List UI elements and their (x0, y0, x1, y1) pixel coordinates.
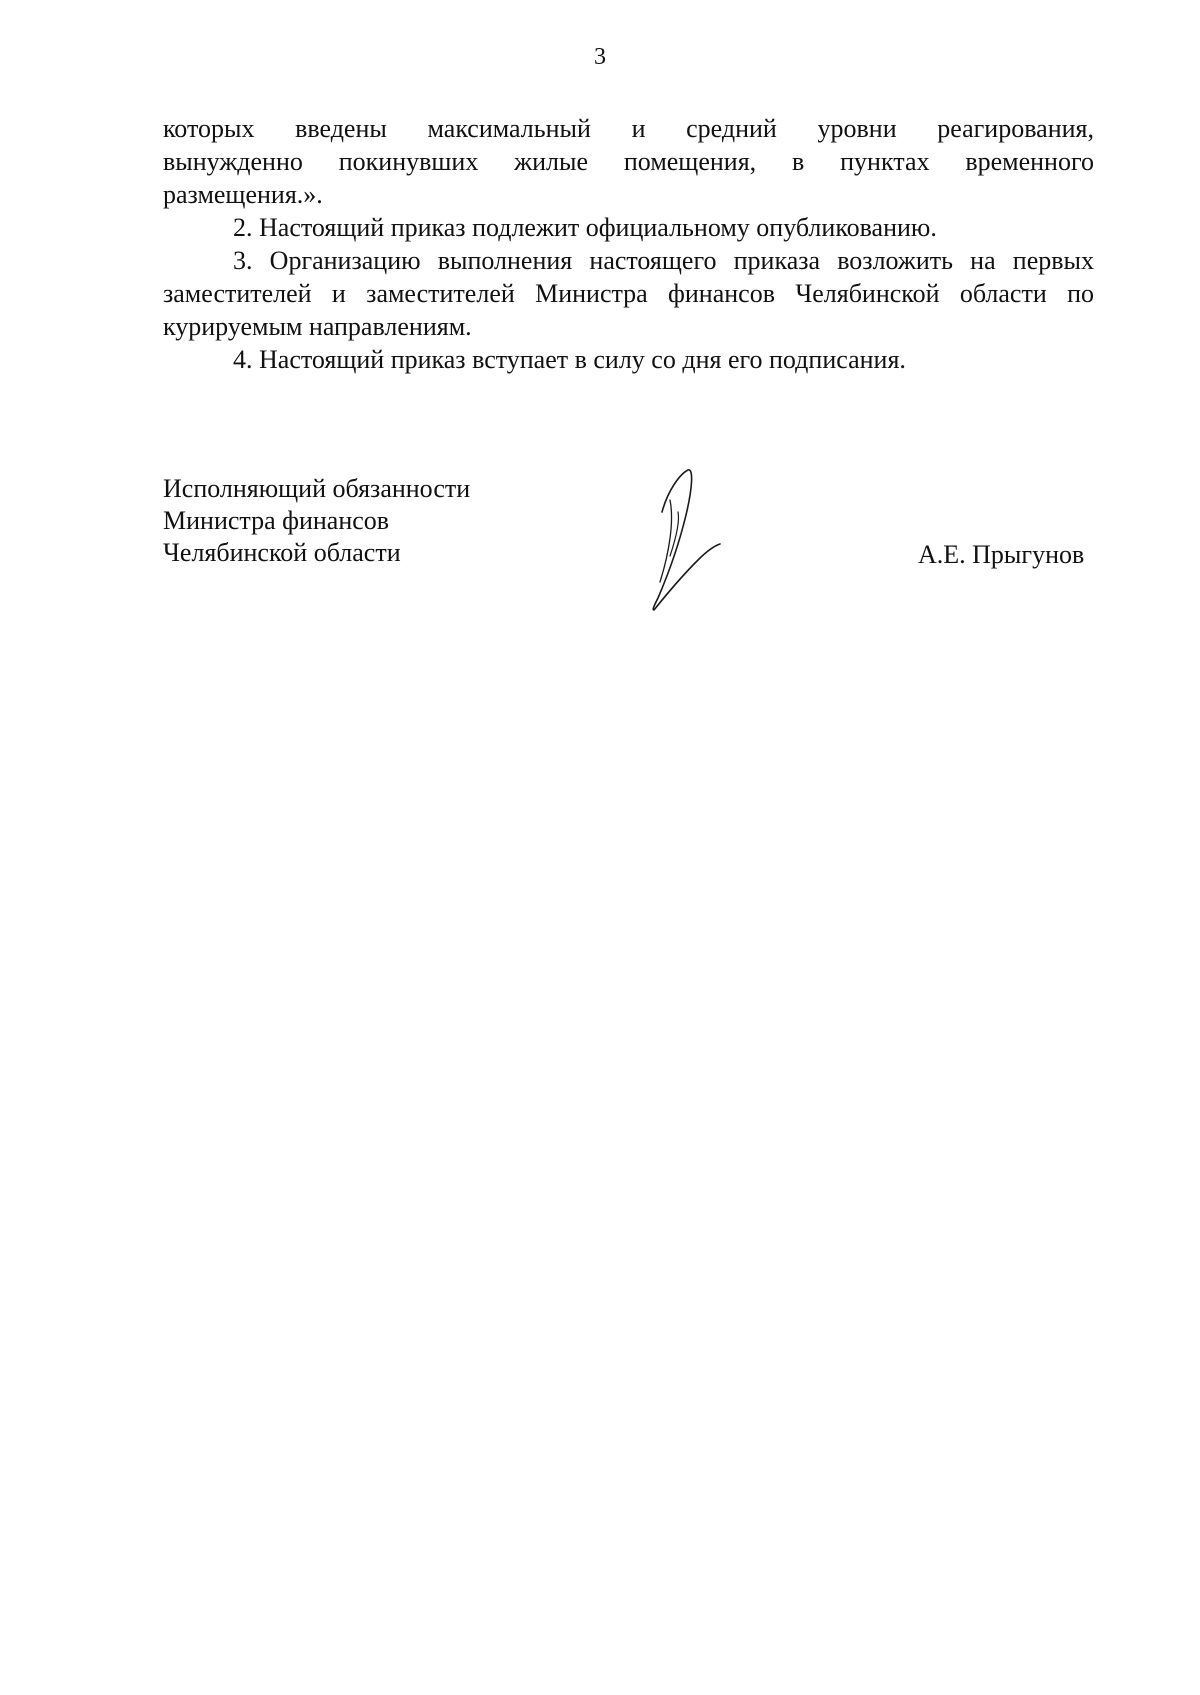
paragraph-line: заместителей и заместителей Министра финансов Челябинской области по (163, 279, 1094, 308)
order-item-4: 4. Настоящий приказ вступает в силу со дня его подписания. (233, 345, 906, 374)
signatory-name: А.Е. Прыгунов (918, 540, 1085, 569)
document-body (163, 112, 1094, 376)
paragraph-line: курируемым направлениям. (163, 312, 472, 341)
page-number: 3 (594, 44, 606, 70)
order-item-2: 2. Настоящий приказ подлежит официальному опубликованию. (233, 213, 937, 242)
paragraph-line: вынужденно покинувших жилые помещения, в пунктах временного (163, 147, 1094, 176)
paragraph-continuation (163, 112, 1094, 211)
position-line: Челябинской области (163, 538, 401, 567)
handwritten-signature (640, 460, 740, 620)
paragraph-line: которых введены максимальный и средний уровни реагирования, (163, 114, 1094, 143)
position-line: Исполняющий обязанности (163, 474, 471, 503)
position-line: Министра финансов (163, 506, 390, 535)
paragraph-line: размещения.». (163, 180, 323, 209)
signatory-position (163, 473, 470, 569)
paragraph-line: 3. Организацию выполнения настоящего приказа возложить на первых (233, 246, 1094, 275)
order-item-3 (163, 244, 1094, 343)
